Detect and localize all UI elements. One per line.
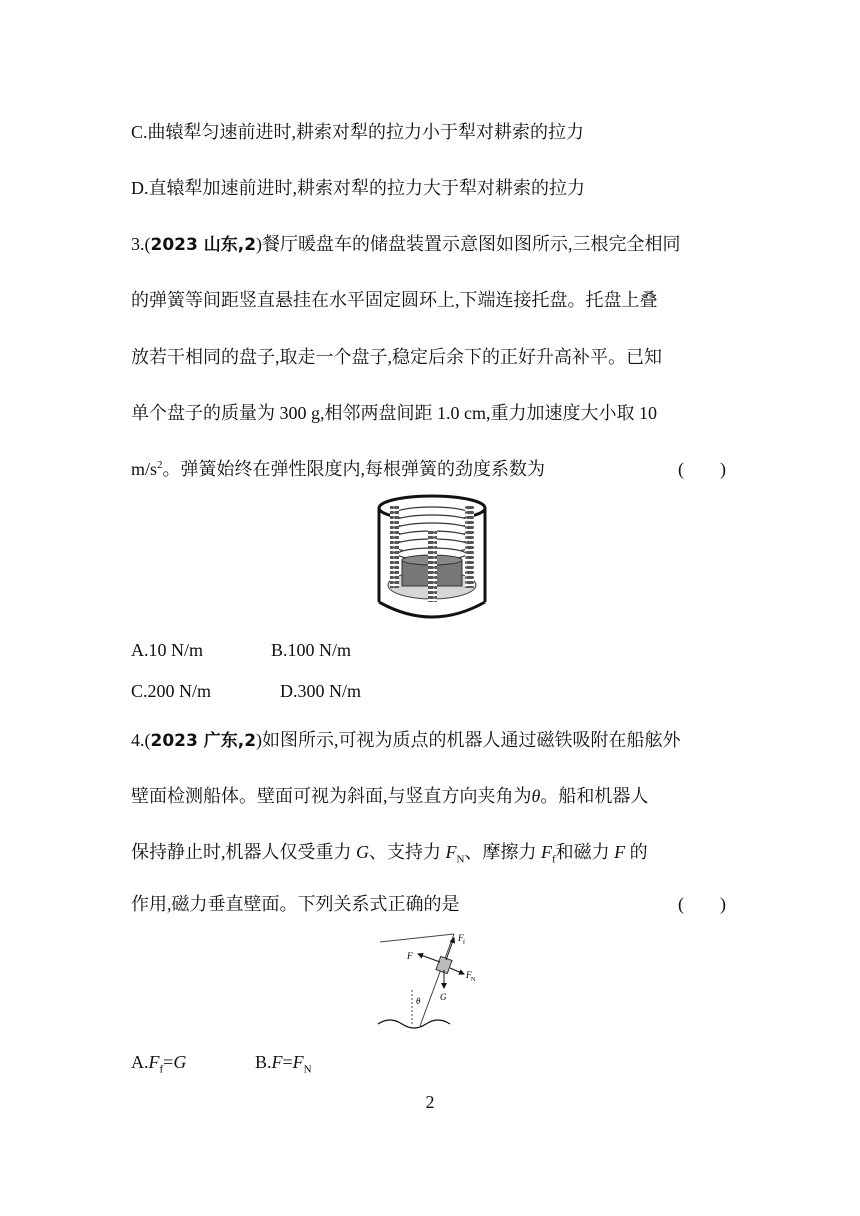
q3-stem-line-5: $m/s^2$。弹簧始终在弹性限度内,每根弹簧的劲度系数为: [131, 459, 546, 479]
q4-label-theta: θ: [416, 996, 421, 1006]
q4-stem-line-2: 壁面检测船体。壁面可视为斜面,与竖直方向夹角为θ。船和机器人: [131, 786, 649, 806]
q3-stem-line-2: 的弹簧等间距竖直悬挂在水平固定圆环上,下端连接托盘。托盘上叠: [131, 290, 658, 310]
q3-option-b: B.100 N/m: [271, 640, 352, 660]
q4-number: 4.(: [131, 730, 151, 750]
q4-options-row-1: [131, 1050, 312, 1076]
q4-stem-line-4: 作用,磁力垂直壁面。下列关系式正确的是: [131, 894, 460, 914]
q4-answer-paren: ( ): [678, 894, 726, 914]
q4-stem-line-3: 保持静止时,机器人仅受重力 G、支持力 $F_N$、摩擦力 $F_f$和磁力 F 的: [131, 842, 648, 866]
q4-label-fn: F: [466, 970, 472, 980]
q4-label-g: G: [440, 992, 447, 1002]
q3-option-a: A.10 N/m: [131, 640, 203, 660]
q3-stem-text: )餐厅暖盘车的储盘装置示意图如图所示,三根完全相同: [256, 234, 681, 254]
q4-label-ff: F: [458, 933, 464, 943]
svg-text:N: N: [471, 977, 476, 983]
q3-options-row-2: [131, 679, 361, 703]
q4-stem-line-1: [131, 728, 731, 753]
svg-text:f: f: [463, 940, 465, 946]
q3-stem-line-4: 单个盘子的质量为 300 g,相邻两盘间距 1.0 cm,重力加速度大小取 10: [131, 403, 657, 423]
q3-option-d: D.300 N/m: [280, 681, 361, 701]
q4-option-a: $A.F_f=G$: [131, 1052, 187, 1076]
q4-option-b: $B.F=F_N$: [255, 1052, 312, 1076]
q4-stem-text: )如图所示,可视为质点的机器人通过磁铁吸附在船舷外: [256, 730, 681, 750]
q3-option-c: C.200 N/m: [131, 681, 212, 701]
q4-robot-hull-diagram: [372, 928, 492, 1038]
q3-stem-line-3: 放若干相同的盘子,取走一个盘子,稳定后余下的正好升高补平。已知: [131, 347, 662, 367]
q3-source: 2023 山东,2: [150, 235, 257, 255]
q4-source: 2023 广东,2: [150, 731, 257, 751]
q2-option-c: C.曲辕犁匀速前进时,耕索对犁的拉力小于犁对耕索的拉力: [131, 122, 585, 142]
page-number: 2: [425, 1092, 435, 1112]
q3-dish-warmer-diagram: [370, 490, 494, 620]
q2-option-d: D.直辕犁加速前进时,耕索对犁的拉力大于犁对耕索的拉力: [131, 178, 585, 198]
q3-number: 3.(: [131, 234, 151, 254]
q3-stem-line-1: [131, 232, 731, 257]
q3-answer-paren: ( ): [678, 459, 726, 479]
q4-label-f: F: [407, 951, 413, 961]
q3-options-row-1: [131, 638, 352, 662]
